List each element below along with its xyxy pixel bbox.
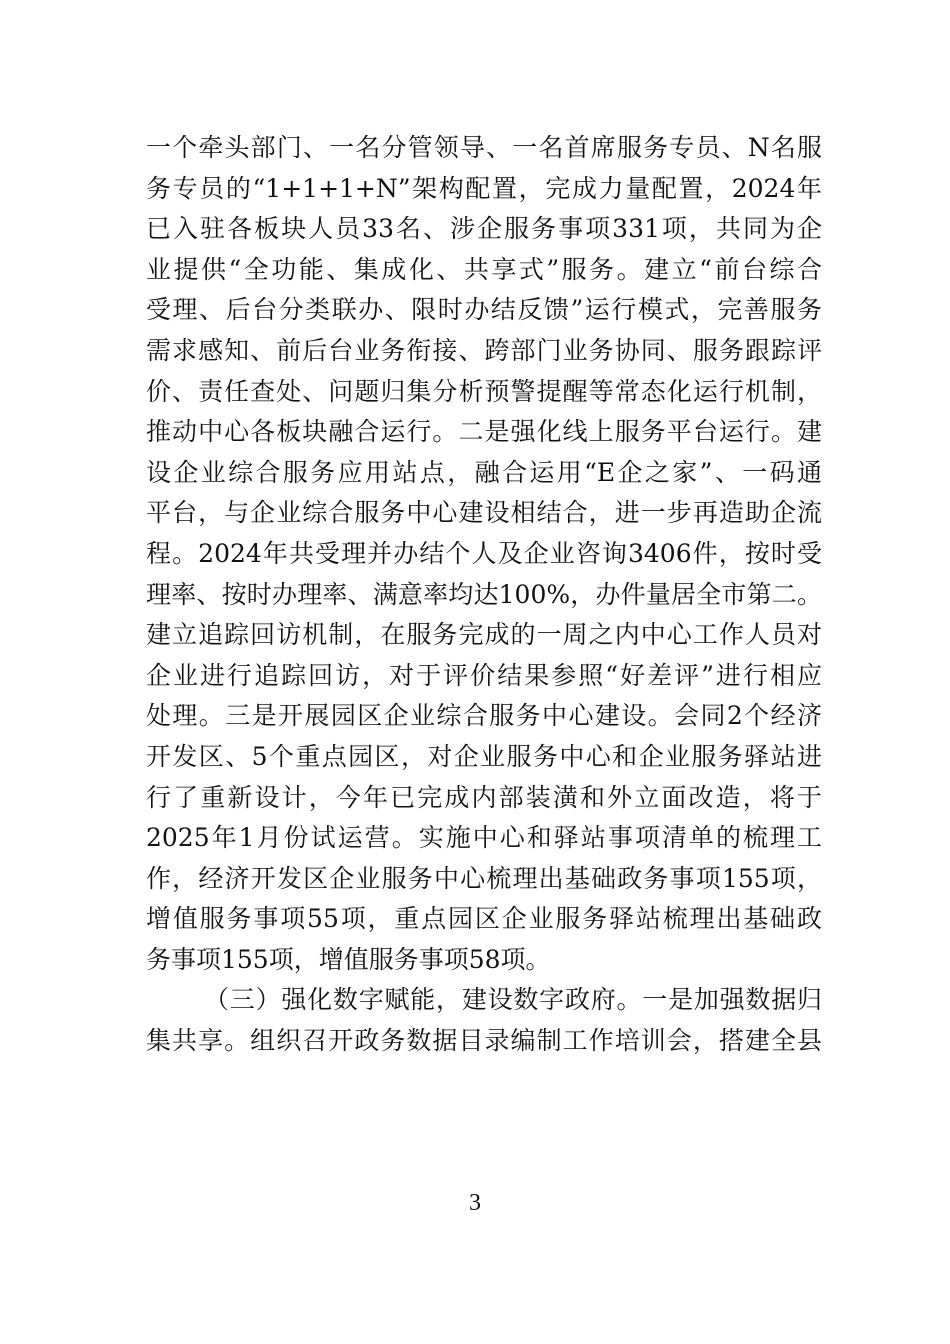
page-number: 3 (469, 1190, 481, 1216)
text-line: 作，经济开发区企业服务中心梳理出基础政务事项155项， (146, 863, 822, 893)
text-line: 已入驻各板块人员33名、涉企服务事项331项，共同为企 (146, 214, 822, 244)
text-line: 开发区、5个重点园区，对企业服务中心和企业服务驿站进 (146, 741, 822, 771)
section-heading-line: （三）强化数字赋能，建设数字政府。一是加强数据归 (204, 985, 822, 1015)
text-line: 推动中心各板块融合运行。二是强化线上服务平台运行。建 (146, 417, 822, 447)
text-line: 一个牵头部门、一名分管领导、一名首席服务专员、N名服 (146, 133, 822, 162)
text-line: 程。2024年共受理并办结个人及企业咨询3406件，按时受 (146, 538, 822, 568)
text-line: 2025年1月份试运营。实施中心和驿站事项清单的梳理工 (146, 823, 822, 853)
text-line: 处理。三是开展园区企业综合服务中心建设。会同2个经济 (146, 701, 822, 731)
body-text (146, 128, 822, 1062)
text-line: 价、责任查处、问题归集分析预警提醒等常态化运行机制， (146, 376, 822, 406)
text-line: 受理、后台分类联办、限时办结反馈”运行模式，完善服务 (146, 295, 822, 325)
text-line: 增值服务事项55项，重点园区企业服务驿站梳理出基础政 (146, 904, 822, 934)
text-line: 集共享。组织召开政务数据目录编制工作培训会，搭建全县 (146, 1026, 822, 1056)
text-line: 务专员的“1+1+1+N”架构配置，完成力量配置，2024年 (146, 173, 822, 203)
text-line: 理率、按时办理率、满意率均达100%，办件量居全市第二。 (146, 579, 822, 609)
text-line: 平台，与企业综合服务中心建设相结合，进一步再造助企流 (146, 498, 822, 528)
text-line: 行了重新设计，今年已完成内部装潢和外立面改造，将于 (146, 782, 822, 812)
text-line: 设企业综合服务应用站点，融合运用“E企之家”、一码通 (146, 457, 822, 487)
text-line: 建立追踪回访机制，在服务完成的一周之内中心工作人员对 (146, 620, 822, 650)
text-line: 业提供“全功能、集成化、共享式”服务。建立“前台综合 (146, 254, 822, 284)
text-line: 需求感知、前后台业务衔接、跨部门业务协同、服务跟踪评 (146, 335, 822, 365)
text-line: 企业进行追踪回访，对于评价结果参照“好差评”进行相应 (146, 660, 822, 690)
text-line: 务事项155项，增值服务事项58项。 (146, 944, 551, 974)
